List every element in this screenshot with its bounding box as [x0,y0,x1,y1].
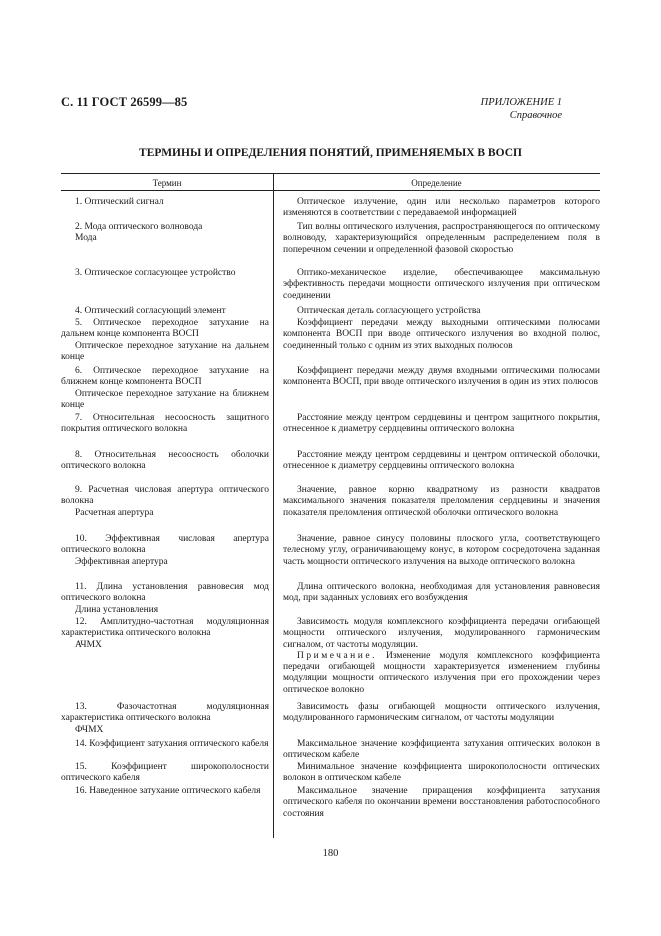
term-cell: 15. Коэффициент широкополосности оптического кабеля [61,762,269,784]
definition-cell: Оптико-механическое изделие, обеспечивающее максимальную эффективность передачи мощности оптического излучения при оптическом соединении [283,268,600,301]
table-header-rule [61,190,600,191]
term-cell: 1. Оптический сигнал [75,197,164,207]
definition-cell: Максимальное значение приращения коэффициента затухания оптического кабеля по окончании времени восстановления работоспособного состояния [283,786,600,819]
term-cell: 2. Мода оптического волновода Мода [75,222,203,244]
definition-cell: Минимальное значение коэффициента широкополосности оптических волокон в оптическом кабеле [283,762,600,784]
term-cell: 6. Оптическое переходное затухание на ближнем конце компонента ВОСП Оптическое переходное затухание на ближнем конце [61,366,269,410]
appendix-number: ПРИЛОЖЕНИЕ 1 [480,97,562,108]
term-cell: 13. Фазочастотная модуляционная характеристика оптического волокна ФЧМХ [61,702,269,735]
note-paragraph [283,651,600,696]
definition-cell: Тип волны оптического излучения, распространяющегося по оптическому волноводу, характеризующийся определенным распределением поля в поперечном сечении и определенной фазовой скоростью [283,222,600,255]
definition-cell: Коэффициент передачи между двумя входными оптическими полюсами компонента ВОСП, при вводе оптического излучения в один из этих полюсов [283,366,600,388]
term-cell: 16. Наведенное затухание оптического кабеля [75,786,261,796]
definition-cell: Оптическая деталь согласующего устройства [297,306,481,316]
term-cell: 14. Коэффициент затухания оптического кабеля [75,739,269,749]
definition-cell: Расстояние между центром сердцевины и центром оптической оболочки, отнесенное к диаметру сердцевины оптического волокна [283,450,600,472]
definition-cell: Значение, равное синусу половины плоского угла, соответствующего телесному углу, ограничивающему конус, в котором сосредоточена заданная часть мощности оптического излучения на выходе оптического волокна [283,534,600,567]
definition-cell: Расстояние между центром сердцевины и центром защитного покрытия, отнесенное к диаметру сердцевины оптического волокна [283,413,600,435]
appendix-note: Справочное [509,110,562,121]
definition-cell: Коэффициент передачи между выходными оптическими полюсами компонента ВОСП при вводе оптического излучения во входной полюс, соединенный только с одним из этих выходных полюсов [283,318,600,351]
note-label: Примечание. [297,650,377,661]
term-cell: 7. Относительная несоосность защитного покрытия оптического волокна [61,413,269,435]
definition-cell: Зависимость модуля комплексного коэффициента передачи огибающей мощности оптического излучения, модулированного гармоническим сигналом, от частоты модуляции. Примечание. Изменение модуля комплексного коэффициента передачи огибающей мощности характеризуется изменением глубины модуляции мощности оптического излучения при его прохождении через оптическое волокно [283,617,600,695]
term-cell: 10. Эффективная числовая апертура оптического волокна Эффективная апертура [61,534,269,567]
definition-cell: Максимальное значение коэффициента затухания оптических волокон в оптическом кабеле [283,739,600,761]
term-cell: 4. Оптический согласующий элемент [75,306,226,316]
page-number: 180 [322,848,339,859]
term-cell: 5. Оптическое переходное затухание на дальнем конце компонента ВОСП Оптическое переходное затухание на дальнем конце [61,318,269,362]
note-text: Изменение модуля комплексного коэффициента передачи огибающей мощности характеризуется изменением глубины модуляции мощности оптического излучения при его прохождении через оптическое волокно [283,650,600,695]
term-cell: 8. Относительная несоосность оболочки оптического волокна [61,450,269,472]
column-header-definition: Определение [411,178,462,188]
table-column-divider [273,173,274,838]
column-header-term: Термин [152,178,182,188]
appendix-label [481,96,562,122]
document-header: С. 11 ГОСТ 26599—85 [61,95,188,109]
term-cell: 12. Амплитудно-частотная модуляционная характеристика оптического волокна АЧМХ [61,617,269,650]
definition-cell: Значение, равное корню квадратному из разности квадратов максимального значения показателя преломления сердцевины и значения показателя преломления оптической оболочки оптического волокна [283,485,600,518]
page-title: ТЕРМИНЫ И ОПРЕДЕЛЕНИЯ ПОНЯТИЙ, ПРИМЕНЯЕМЫХ В ВОСП [139,147,522,159]
term-cell: 3. Оптическое согласующее устройство [75,268,236,278]
definition-cell: Оптическое излучение, один или несколько параметров которого изменяются в соответствии с передаваемой информацией [283,197,600,219]
definition-cell: Зависимость фазы огибающей мощности оптического излучения, модулированного гармоническим сигналом, от частоты модуляции [283,702,600,724]
term-cell: 11. Длина установления равновесия мод оптического волокна Длина установления [61,582,269,615]
term-cell: 9. Расчетная числовая апертура оптического волокна Расчетная апертура [61,485,269,518]
table-top-rule [61,173,600,174]
definition-cell: Длина оптического волокна, необходимая для установления равновесия мод, при заданных условиях его возбуждения [283,582,600,604]
